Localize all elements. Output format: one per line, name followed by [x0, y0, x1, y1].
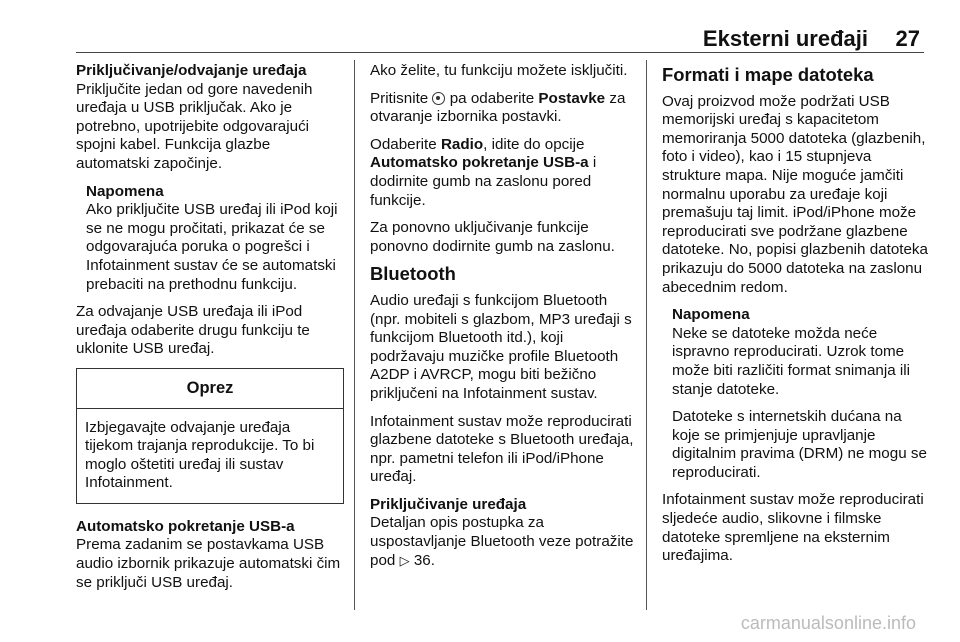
note-text: Ako priključite USB uređaj ili iPod koji se ne mogu pročitati, prikazat će se odgovarajuća poruka o pogrešci i Infotainment sustav će se automatski prebaciti na prethodnu funkciju. — [86, 201, 338, 293]
note-text: Datoteke s internetskih dućana na koje se primjenjuje upravljanje digitalnim pravima (DRM) ne mogu se reproducirati. — [672, 408, 927, 481]
paragraph: Ovaj proizvod može podržati USB memorijski uređaj s kapacitetom memoriranja 5000 datoteka (glazbenih, foto i video), kao i 15 stupnjeva strukture mapa. Nije moguće jamčiti normalnu uporabu za uređaje koji premašuju taj limit. iPod/iPhone može reproducirati sve podržane glazbene datoteke. No, popisi glazbenih datoteka prikazuju do 5000 datoteka na zaslonu abecednim redom. — [662, 92, 928, 296]
settings-gear-icon — [432, 92, 445, 105]
paragraph: Za odvajanje USB uređaja ili iPod uređaja odaberite drugu funkciju te uklonite USB uređaj. — [76, 303, 310, 358]
column-divider-2 — [646, 60, 647, 610]
note-text: Neke se datoteke možda neće ispravno reproducirati. Uzrok tome može biti različiti format snimanja ili stanje datoteke. — [672, 324, 911, 398]
paragraph-settings — [370, 90, 636, 127]
bold-term: Radio — [440, 135, 484, 153]
paragraph-reference — [370, 514, 636, 570]
paragraph: Infotainment sustav može reproducirati sljedeće audio, slikovne i filmske datoteke spremljene na eksternim uređajima. — [662, 491, 924, 565]
column-3 — [662, 62, 928, 575]
note — [672, 306, 928, 482]
subheading-autostart: Automatsko pokretanje USB-a — [76, 517, 295, 535]
header-divider — [76, 52, 924, 53]
text: za otvaranje izbornika postavki. — [370, 89, 626, 126]
note-label: Napomena — [86, 182, 164, 200]
page-number: 27 — [895, 26, 920, 51]
note — [86, 183, 344, 295]
paragraph: Priključite jedan od gore navedenih uređaja u USB priključak. Ako je potrebno, upotrijebite odgovarajući spojni kabel. Funkcija glazbe automatski započinje. — [76, 80, 313, 172]
text: , idite do opcije — [483, 135, 585, 153]
heading-formats: Formati i mape datoteka — [662, 64, 874, 85]
paragraph-select — [370, 136, 636, 210]
text: pa odaberite — [449, 89, 535, 107]
paragraph: Prema zadanim se postavkama USB audio izbornik prikazuje automatski čim se priključi USB uređaj. — [76, 536, 341, 591]
paragraph: Za ponovno uključivanje funkcije ponovno dodirnite gumb na zaslonu. — [370, 219, 615, 255]
paragraph: Audio uređaji s funkcijom Bluetooth (npr. mobiteli s glazbom, MP3 uređaji s funkcijom Bluetooth itd.), koji podržavaju muzičke profile Bluetooth A2DP i AVRCP, mogu biti bežično priključeni na Infotainment sustav. — [370, 291, 632, 402]
subheading-connect: Priključivanje/odvajanje uređaja — [76, 62, 307, 79]
text: Detaljan opis postupka za uspostavljanje Bluetooth veze potražite pod — [370, 514, 634, 569]
bold-term: Postavke — [538, 89, 606, 107]
caution-box — [76, 368, 344, 504]
subheading-pairing: Priključivanje uređaja — [370, 495, 527, 513]
paragraph: Ako želite, tu funkciju možete isključiti. — [370, 62, 628, 79]
heading-bluetooth: Bluetooth — [370, 263, 456, 285]
text: Pritisnite — [370, 89, 429, 107]
caution-text: Izbjegavajte odvajanje uređaja tijekom trajanja reprodukcije. To bi moglo oštetiti uređaj ili sustav Infotainment. — [85, 418, 315, 492]
column-divider-1 — [354, 60, 355, 610]
page-reference-arrow-icon: ▷ — [399, 552, 410, 568]
text: i dodirnite gumb na zaslonu pored funkcije. — [370, 154, 597, 209]
note-label: Napomena — [672, 306, 750, 324]
text: Odaberite — [370, 135, 437, 153]
column-2 — [370, 62, 636, 579]
page-reference[interactable]: 36. — [413, 551, 435, 569]
paragraph: Infotainment sustav može reproducirati glazbene datoteke s Bluetooth uređaja, npr. pametni telefon ili iPod/iPhone uređaj. — [370, 412, 634, 486]
page-title: Eksterni uređaji — [702, 26, 868, 51]
column-1 — [76, 62, 344, 601]
bold-term: Automatsko pokretanje USB-a — [370, 154, 589, 172]
page-header — [0, 0, 960, 52]
caution-title: Oprez — [77, 369, 343, 409]
watermark: carmanualsonline.info — [740, 613, 916, 633]
